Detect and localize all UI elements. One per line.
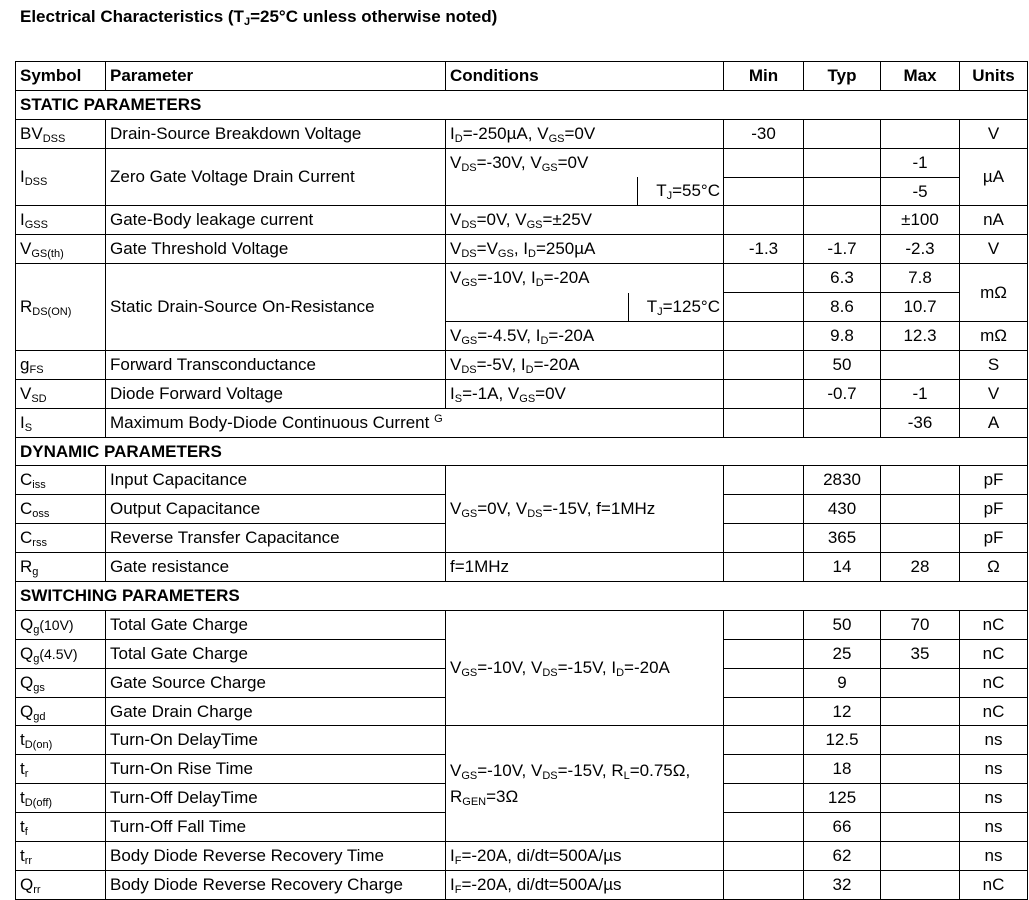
min-cell (724, 870, 804, 899)
max-cell: 12.3 (881, 322, 960, 351)
symbol-cell: $t_{D(on)}$ (16, 726, 106, 755)
units-cell: ns (960, 842, 1028, 871)
header-conditions: Conditions (446, 62, 724, 91)
parameter-cell: Static Drain-Source On-Resistance (106, 264, 446, 351)
electrical-characteristics-table (15, 61, 1028, 900)
max-cell: -1 (881, 148, 960, 177)
max-cell: -5 (881, 177, 960, 206)
typ-cell (804, 148, 881, 177)
max-cell: 35 (881, 639, 960, 668)
conditions-cell: $V_{GS}=-10V$, $I_D=-20A$ (446, 264, 724, 293)
max-cell: ±100 (881, 206, 960, 235)
symbol-cell: $C_{oss}$ (16, 495, 106, 524)
units-cell: ns (960, 726, 1028, 755)
conditions-cell: $I_S=-1A$, $V_{GS}=0V$ (446, 379, 724, 408)
table-row (16, 379, 1028, 408)
units-cell: ns (960, 813, 1028, 842)
header-symbol: Symbol (16, 62, 106, 91)
parameter-cell: Turn-Off Fall Time (106, 813, 446, 842)
max-cell: 10.7 (881, 293, 960, 322)
conditions-cell: $V_{DS}=-30V$, $V_{GS}=0V$ (446, 148, 724, 177)
typ-cell: 8.6 (804, 293, 881, 322)
parameter-cell: Gate Source Charge (106, 668, 446, 697)
units-cell: mΩ (960, 322, 1028, 351)
header-max: Max (881, 62, 960, 91)
typ-cell: 50 (804, 610, 881, 639)
parameter-cell: Body Diode Reverse Recovery Charge (106, 870, 446, 899)
parameter-cell: Gate Drain Charge (106, 697, 446, 726)
table-row (16, 842, 1028, 871)
typ-cell: 365 (804, 524, 881, 553)
min-cell (724, 697, 804, 726)
typ-cell: 25 (804, 639, 881, 668)
parameter-cell: Diode Forward Voltage (106, 379, 446, 408)
typ-cell: 9.8 (804, 322, 881, 351)
conditions-cell: $V_{GS}=0V$, $V_{DS}=-15V$, f=1MHz (446, 466, 724, 553)
table-row (16, 235, 1028, 264)
typ-cell: 12.5 (804, 726, 881, 755)
units-cell: nC (960, 870, 1028, 899)
typ-cell: -1.7 (804, 235, 881, 264)
table-row (16, 119, 1028, 148)
max-cell: 70 (881, 610, 960, 639)
parameter-cell: Turn-On Rise Time (106, 755, 446, 784)
min-cell (724, 293, 804, 322)
typ-cell: 14 (804, 553, 881, 582)
typ-cell: -0.7 (804, 379, 881, 408)
table-row (16, 610, 1028, 639)
typ-cell (804, 119, 881, 148)
max-cell (881, 813, 960, 842)
conditions-cell: $I_F=-20A$, di/dt=500A/µs (446, 870, 724, 899)
min-cell (724, 148, 804, 177)
symbol-cell: $t_r$ (16, 755, 106, 784)
typ-cell: 66 (804, 813, 881, 842)
units-cell: ns (960, 784, 1028, 813)
typ-cell (804, 177, 881, 206)
table-row (16, 553, 1028, 582)
max-cell (881, 755, 960, 784)
max-cell: -2.3 (881, 235, 960, 264)
units-cell: µA (960, 148, 1028, 206)
section-row (16, 437, 1028, 466)
typ-cell: 2830 (804, 466, 881, 495)
parameter-cell: Gate resistance (106, 553, 446, 582)
header-row (16, 62, 1028, 91)
section-dynamic: DYNAMIC PARAMETERS (16, 437, 1028, 466)
symbol-cell: $I_S$ (16, 408, 106, 437)
max-cell (881, 784, 960, 813)
symbol-cell: $Q_{rr}$ (16, 870, 106, 899)
max-cell (881, 495, 960, 524)
min-cell (724, 755, 804, 784)
min-cell (724, 813, 804, 842)
parameter-cell: Drain-Source Breakdown Voltage (106, 119, 446, 148)
min-cell (724, 206, 804, 235)
units-cell: pF (960, 466, 1028, 495)
typ-cell: 9 (804, 668, 881, 697)
min-cell (724, 408, 804, 437)
conditions-cell: $V_{GS}=-4.5V$, $I_D=-20A$ (446, 322, 724, 351)
symbol-cell: $I_{DSS}$ (16, 148, 106, 206)
typ-cell: 125 (804, 784, 881, 813)
min-cell (724, 466, 804, 495)
units-cell: nC (960, 610, 1028, 639)
max-cell: 7.8 (881, 264, 960, 293)
max-cell (881, 466, 960, 495)
conditions-cell: $V_{GS}=-10V$, $V_{DS}=-15V$, $I_D=-20A$ (446, 610, 724, 726)
max-cell (881, 697, 960, 726)
header-units: Units (960, 62, 1028, 91)
table-row (16, 148, 1028, 177)
conditions-cell: $V_{DS}=-5V$, $I_D=-20A$ (446, 350, 724, 379)
conditions-cell: $T_J=125^\circ C$ (446, 293, 724, 322)
typ-cell (804, 206, 881, 235)
max-cell: -1 (881, 379, 960, 408)
min-cell (724, 177, 804, 206)
min-cell (724, 668, 804, 697)
typ-cell: 12 (804, 697, 881, 726)
section-static: STATIC PARAMETERS (16, 90, 1028, 119)
symbol-cell: $I_{GSS}$ (16, 206, 106, 235)
min-cell (724, 610, 804, 639)
min-cell (724, 553, 804, 582)
units-cell: V (960, 235, 1028, 264)
max-cell (881, 842, 960, 871)
min-cell (724, 379, 804, 408)
units-cell: V (960, 379, 1028, 408)
min-cell (724, 350, 804, 379)
symbol-cell: $V_{SD}$ (16, 379, 106, 408)
conditions-cell: $V_{GS}=-10V$, $V_{DS}=-15V$, $R_L=0.75\Omega$, $R_{GEN}=3\Omega$ (446, 726, 724, 842)
units-cell: V (960, 119, 1028, 148)
symbol-cell: $t_{rr}$ (16, 842, 106, 871)
parameter-cell: Total Gate Charge (106, 610, 446, 639)
header-min: Min (724, 62, 804, 91)
max-cell (881, 119, 960, 148)
symbol-cell: $t_{D(off)}$ (16, 784, 106, 813)
symbol-cell: $t_f$ (16, 813, 106, 842)
symbol-cell: $R_g$ (16, 553, 106, 582)
parameter-cell: Input Capacitance (106, 466, 446, 495)
units-cell: nC (960, 697, 1028, 726)
min-cell: -1.3 (724, 235, 804, 264)
min-cell (724, 322, 804, 351)
units-cell: mΩ (960, 264, 1028, 322)
max-cell (881, 350, 960, 379)
symbol-cell: $Q_g(4.5V)$ (16, 639, 106, 668)
header-parameter: Parameter (106, 62, 446, 91)
table-row (16, 408, 1028, 437)
parameter-cell: Reverse Transfer Capacitance (106, 524, 446, 553)
conditions-cell: $I_F=-20A$, di/dt=500A/µs (446, 842, 724, 871)
header-typ: Typ (804, 62, 881, 91)
max-cell (881, 668, 960, 697)
min-cell (724, 524, 804, 553)
page-title: Electrical Characteristics ($T_J=25^\circ C$ unless otherwise noted) (20, 7, 498, 28)
min-cell: -30 (724, 119, 804, 148)
units-cell: pF (960, 495, 1028, 524)
parameter-cell: Total Gate Charge (106, 639, 446, 668)
symbol-cell: $g_{FS}$ (16, 350, 106, 379)
symbol-cell: $R_{DS(ON)}$ (16, 264, 106, 351)
units-cell: S (960, 350, 1028, 379)
parameter-cell: Gate-Body leakage current (106, 206, 446, 235)
conditions-cell: f=1MHz (446, 553, 724, 582)
symbol-cell: $Q_g(10V)$ (16, 610, 106, 639)
conditions-cell: $T_J=55^\circ C$ (446, 177, 724, 206)
units-cell: pF (960, 524, 1028, 553)
table-row (16, 350, 1028, 379)
conditions-cell: $I_D=-250\mu A$, $V_{GS}=0V$ (446, 119, 724, 148)
min-cell (724, 784, 804, 813)
table-row (16, 726, 1028, 755)
table-row (16, 264, 1028, 293)
max-cell: 28 (881, 553, 960, 582)
units-cell: nA (960, 206, 1028, 235)
units-cell: A (960, 408, 1028, 437)
min-cell (724, 842, 804, 871)
parameter-cell: Forward Transconductance (106, 350, 446, 379)
symbol-cell: $V_{GS(th)}$ (16, 235, 106, 264)
max-cell: -36 (881, 408, 960, 437)
typ-cell: 32 (804, 870, 881, 899)
symbol-cell: $C_{iss}$ (16, 466, 106, 495)
units-cell: nC (960, 639, 1028, 668)
parameter-cell: Body Diode Reverse Recovery Time (106, 842, 446, 871)
parameter-cell: Turn-Off DelayTime (106, 784, 446, 813)
max-cell (881, 524, 960, 553)
typ-cell: 430 (804, 495, 881, 524)
section-switching: SWITCHING PARAMETERS (16, 582, 1028, 611)
section-row (16, 90, 1028, 119)
min-cell (724, 495, 804, 524)
conditions-cell: $V_{DS}=0V$, $V_{GS}=\pm 25V$ (446, 206, 724, 235)
parameter-cell: Maximum Body-Diode Continuous Current $^G$ (106, 408, 724, 437)
table-row (16, 870, 1028, 899)
parameter-cell: Gate Threshold Voltage (106, 235, 446, 264)
parameter-cell: Output Capacitance (106, 495, 446, 524)
units-cell: ns (960, 755, 1028, 784)
symbol-cell: $Q_{gs}$ (16, 668, 106, 697)
min-cell (724, 726, 804, 755)
units-cell: Ω (960, 553, 1028, 582)
max-cell (881, 870, 960, 899)
typ-cell: 18 (804, 755, 881, 784)
conditions-cell: $V_{DS}=V_{GS}$, $I_D=250\mu A$ (446, 235, 724, 264)
units-cell: nC (960, 668, 1028, 697)
typ-cell: 6.3 (804, 264, 881, 293)
table-row (16, 206, 1028, 235)
max-cell (881, 726, 960, 755)
typ-cell (804, 408, 881, 437)
min-cell (724, 264, 804, 293)
symbol-cell: $BV_{DSS}$ (16, 119, 106, 148)
parameter-cell: Turn-On DelayTime (106, 726, 446, 755)
min-cell (724, 639, 804, 668)
parameter-cell: Zero Gate Voltage Drain Current (106, 148, 446, 206)
typ-cell: 62 (804, 842, 881, 871)
section-row (16, 582, 1028, 611)
symbol-cell: $C_{rss}$ (16, 524, 106, 553)
table-row (16, 466, 1028, 495)
symbol-cell: $Q_{gd}$ (16, 697, 106, 726)
typ-cell: 50 (804, 350, 881, 379)
